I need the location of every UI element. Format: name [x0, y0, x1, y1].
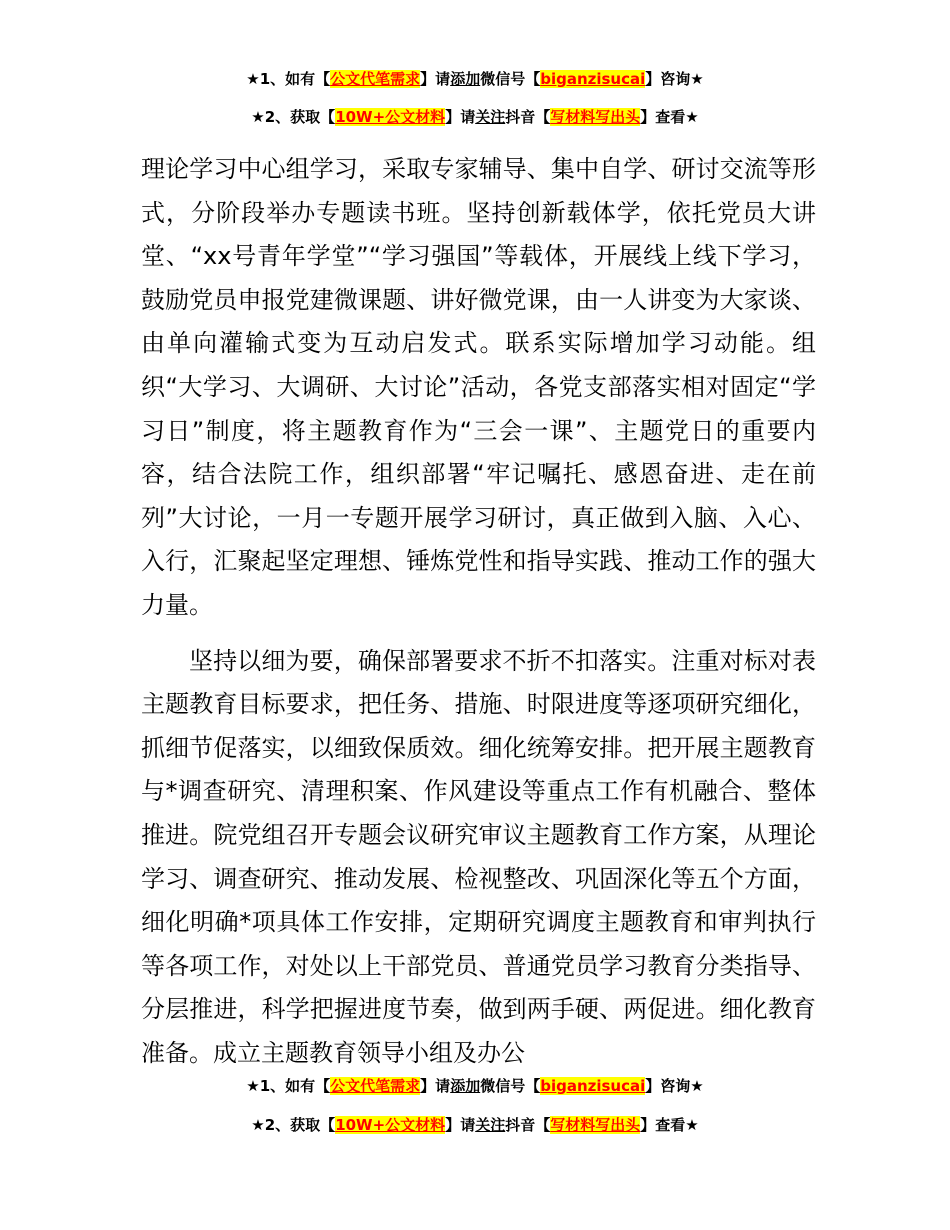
- banner-underline: 添加: [450, 70, 481, 88]
- banner-text: 抖音【: [505, 108, 551, 126]
- header-banner-line-1: [0, 68, 950, 90]
- banner-text: 】请: [445, 108, 476, 126]
- banner-text: 微信号【: [480, 1077, 541, 1095]
- banner-text: 微信号【: [480, 70, 541, 88]
- banner-highlight: 10W+公文材料: [335, 1116, 446, 1134]
- banner-underline: 关注: [475, 108, 506, 126]
- banner-text: 抖音【: [505, 1116, 551, 1134]
- banner-text: 】请: [420, 1077, 451, 1095]
- banner-highlight: 公文代笔需求: [330, 1077, 421, 1095]
- body-paragraph-2: 坚持以细为要，确保部署要求不折不扣落实。注重对标对表主题教育目标要求，把任务、措施、时限进度等逐项研究细化，抓细节促落实，以细致保质效。细化统筹安排。把开展主题教育与*调查研究、清理积案、作风建设等重点工作有机融合、整体推进。院党组召开专题会议研究审议主题教育工作方案，从理论学习、调查研究、推动发展、检视整改、巩固深化等五个方面，细化明确*项具体工作安排，定期研究调度主题教育和审判执行等各项工作，对处以上干部党员、普通党员学习教育分类指导、分层推进，科学把握进度节奏，做到两手硬、两促进。细化教育准备。成立主题教育领导小组及办公: [141, 646, 816, 1067]
- footer-banner-line-1: [0, 1075, 950, 1097]
- header-banner-line-2: [0, 106, 950, 128]
- banner-text: 】请: [420, 70, 451, 88]
- document-body: [141, 148, 816, 1075]
- banner-highlight: 10W+公文材料: [335, 108, 446, 126]
- banner-text: ★2、获取【: [251, 1116, 336, 1134]
- banner-highlight: biganzisucai: [540, 70, 646, 88]
- banner-underline: 关注: [475, 1116, 506, 1134]
- banner-highlight: 写材料写出头: [550, 1116, 641, 1134]
- body-paragraph-1: 理论学习中心组学习，采取专家辅导、集中自学、研讨交流等形式，分阶段举办专题读书班。坚持创新载体学，依托党员大讲堂、“xx号青年学堂”“学习强国”等载体，开展线上线下学习，鼓励党员申报党建微课题、讲好微党课，由一人讲变为大家谈、由单向灌输式变为互动启发式。联系实际增加学习动能。组织“大学习、大调研、大讨论”活动，各党支部落实相对固定“学习日”制度，将主题教育作为“三会一课”、主题党日的重要内容，结合法院工作，组织部署“牢记嘱托、感恩奋进、走在前列”大讨论，一月一专题开展学习研讨，真正做到入脑、入心、入行，汇聚起坚定理想、锤炼党性和指导实践、推动工作的强大力量。: [141, 155, 816, 619]
- banner-text: 】咨询★: [645, 70, 704, 88]
- banner-highlight: biganzisucai: [540, 1077, 646, 1095]
- banner-text: ★1、如有【: [246, 70, 331, 88]
- footer-banner-line-2: [0, 1114, 950, 1136]
- banner-text: 】咨询★: [645, 1077, 704, 1095]
- banner-text: 】请: [445, 1116, 476, 1134]
- banner-text: ★1、如有【: [246, 1077, 331, 1095]
- banner-text: 】查看★: [640, 108, 699, 126]
- banner-text: 】查看★: [640, 1116, 699, 1134]
- banner-text: ★2、获取【: [251, 108, 336, 126]
- banner-underline: 添加: [450, 1077, 481, 1095]
- banner-highlight: 公文代笔需求: [330, 70, 421, 88]
- banner-highlight: 写材料写出头: [550, 108, 641, 126]
